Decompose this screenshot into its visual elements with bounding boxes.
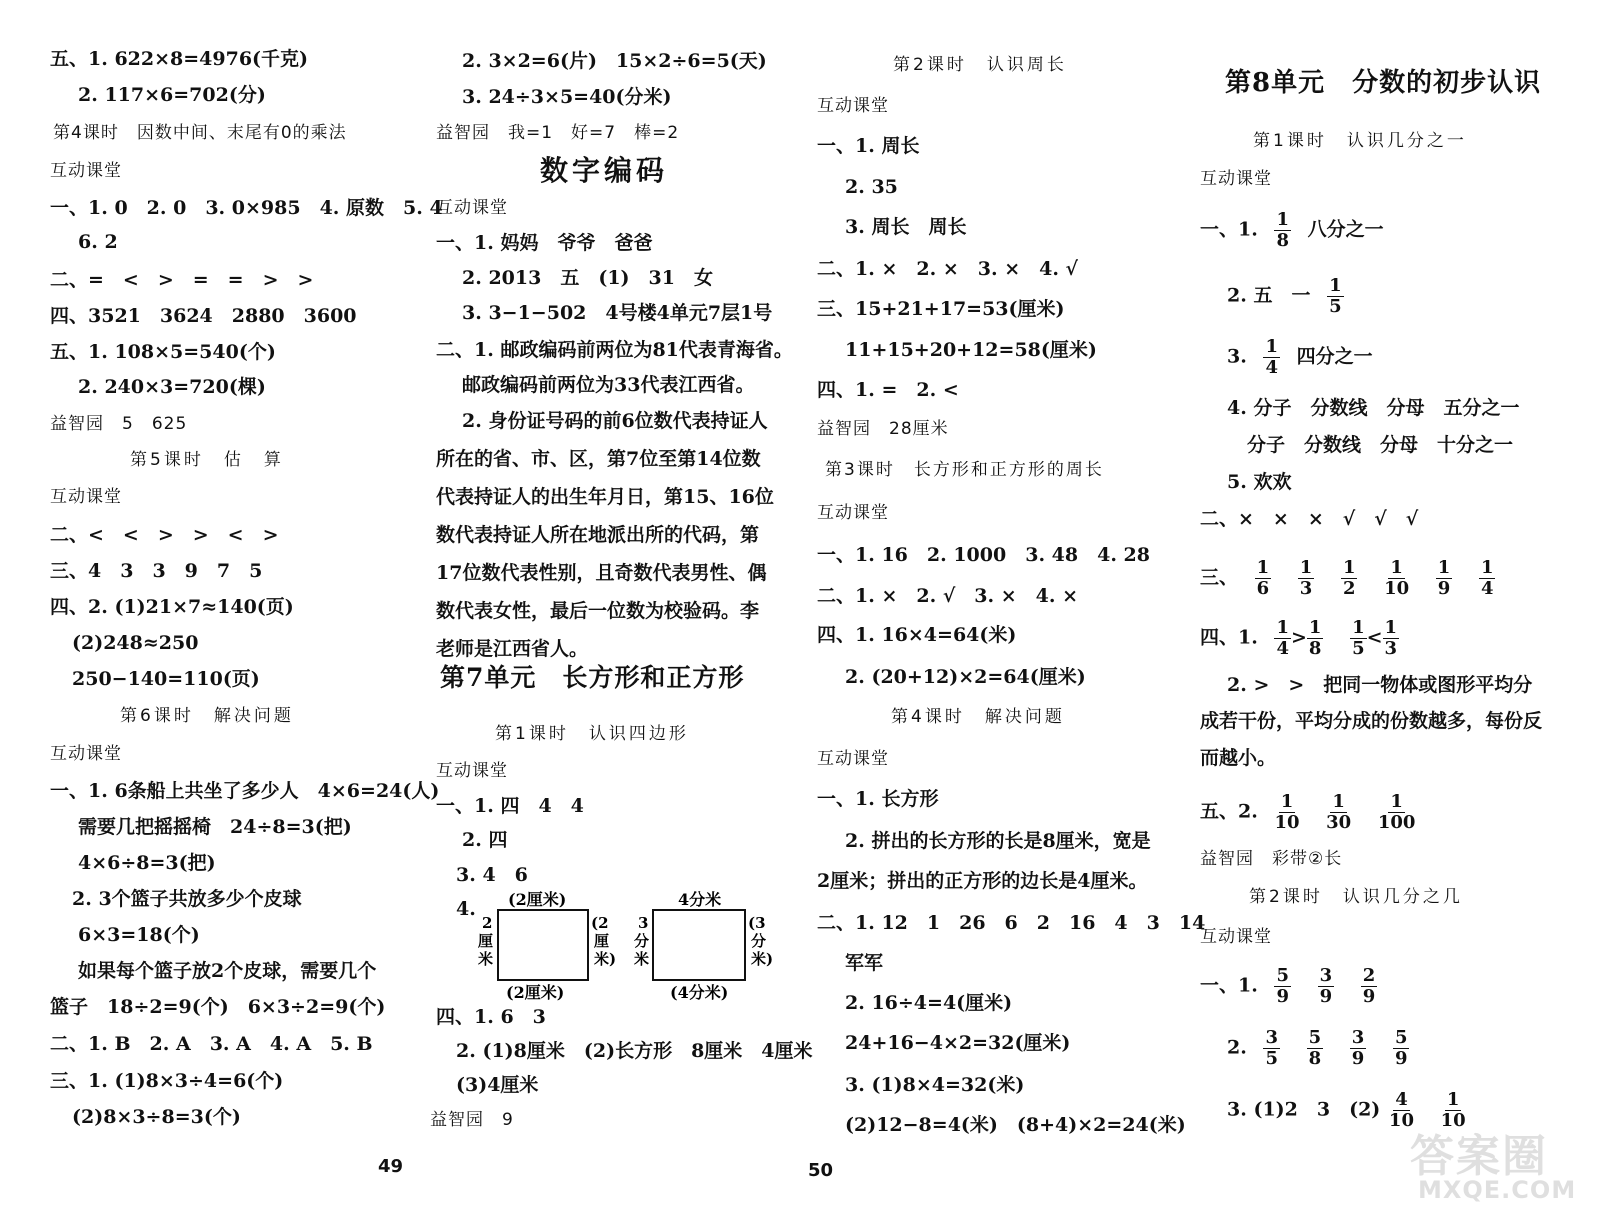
- answer-text: 八分之一: [1307, 218, 1384, 241]
- text-line: 3. 24÷3×5=40(分米): [462, 86, 672, 108]
- label: (2: [591, 914, 609, 932]
- column-2: [430, 0, 813, 1221]
- numerator: 1: [1446, 1089, 1460, 1110]
- text-line: 2. > > 把同一物体或图形平均分: [1227, 674, 1533, 696]
- denominator: 10: [1274, 812, 1300, 833]
- denominator: 3: [1299, 578, 1313, 599]
- text-line: 二、< < > > < >: [50, 524, 279, 546]
- fraction: [1383, 618, 1400, 659]
- lesson-heading: 第1课时 认识四边形: [495, 724, 689, 744]
- numerator: 5: [1276, 965, 1289, 986]
- denominator: 100: [1377, 812, 1416, 833]
- text-line: 成若干份，平均分成的份数越多，每份反: [1200, 710, 1543, 732]
- numerator: 1: [1384, 617, 1398, 638]
- watermark-logo: [1410, 1120, 1580, 1210]
- fraction: [1341, 558, 1358, 599]
- label: 4分米: [678, 890, 722, 909]
- numerator: 3: [1319, 965, 1333, 986]
- text-line: 一、1. 妈妈 爷爷 爸爸: [436, 232, 653, 254]
- numerator: 1: [1280, 791, 1294, 812]
- text-line: 2. (1)8厘米 (2)长方形 8厘米 4厘米: [456, 1040, 813, 1062]
- section-heading: 互动课堂: [817, 96, 889, 116]
- text-line: 3. (1)8×4=32(米): [845, 1074, 1025, 1096]
- row-label: 3.: [1227, 345, 1247, 368]
- square-shape: [498, 910, 588, 980]
- text-line: 一、1. 16 2. 1000 3. 48 4. 28: [817, 544, 1151, 566]
- text-line: 益智园 5 625: [50, 414, 188, 434]
- section-heading: 互动课堂: [817, 503, 889, 523]
- text-line: 益智园 28厘米: [817, 419, 949, 439]
- text-line: 三、4 3 3 9 7 5: [50, 560, 263, 582]
- denominator: 9: [1351, 1048, 1365, 1069]
- text-line: 四、2. (1)21×7≈140(页): [50, 596, 294, 618]
- numerator: 1: [1276, 209, 1289, 230]
- answer-row: [1227, 276, 1354, 317]
- numerator: 1: [1390, 557, 1403, 578]
- numerator: 2: [1362, 965, 1376, 986]
- column-4: [1200, 0, 1580, 1221]
- numerator: 1: [1390, 791, 1403, 812]
- shapes-figure: [470, 888, 780, 1004]
- text-line: 3. 3−1−502 4号楼4单元7层1号: [462, 302, 773, 324]
- text-line: 24+16−4×2=32(厘米): [845, 1032, 1071, 1054]
- numerator: 1: [1332, 791, 1345, 812]
- text-line: 二、1. B 2. A 3. A 4. A 5. B: [50, 1033, 373, 1055]
- text-line: 11+15+20+12=58(厘米): [845, 339, 1097, 361]
- text-line: (2)248≈250: [72, 632, 199, 654]
- denominator: 4: [1276, 638, 1289, 659]
- fraction: [1350, 618, 1367, 659]
- numerator: 1: [1329, 275, 1342, 296]
- denominator: 30: [1326, 812, 1352, 833]
- fraction: [1326, 792, 1351, 833]
- text-line: 2. 3×2=6(片) 15×2÷6=5(天): [462, 50, 767, 72]
- section-heading: 互动课堂: [50, 161, 122, 181]
- denominator: 10: [1440, 1110, 1466, 1131]
- fraction: [1479, 558, 1496, 599]
- text-line: 二、1. 邮政编码前两位为81代表青海省。: [436, 339, 793, 361]
- text-line: 四、3521 3624 2880 3600: [50, 305, 357, 327]
- label: (4分米): [670, 983, 729, 1002]
- numerator: 1: [1299, 557, 1313, 578]
- text-line: 3. 周长 周长: [845, 216, 967, 238]
- fraction: [1350, 1028, 1367, 1069]
- answer-text: 四分之一: [1296, 345, 1373, 368]
- fraction: [1298, 558, 1315, 599]
- text-line: 五、1. 108×5=540(个): [50, 341, 276, 363]
- denominator: 6: [1256, 578, 1270, 599]
- numerator: 1: [1276, 617, 1289, 638]
- label: 分: [634, 932, 650, 950]
- text-line: 2. 拼出的长方形的长是8厘米，宽是: [845, 830, 1151, 852]
- numerator: 1: [1352, 617, 1365, 638]
- answer-text: 2. 五 一: [1227, 284, 1311, 307]
- text-line: 需要几把摇摇椅 24÷8=3(把): [78, 816, 352, 838]
- section-heading: 互动课堂: [817, 749, 889, 769]
- text-line: 250−140=110(页): [72, 668, 260, 690]
- fraction: [1393, 1028, 1410, 1069]
- text-line: 篮子 18÷2=9(个) 6×3÷2=9(个): [50, 996, 386, 1018]
- text-line: 3. 4 6: [456, 864, 528, 886]
- lesson-heading: 第5课时 估 算: [130, 450, 284, 470]
- text-line: 2. (20+12)×2=64(厘米): [845, 666, 1086, 688]
- text-line: 2. 2013 五 (1) 31 女: [462, 267, 713, 289]
- section-heading: 互动课堂: [436, 198, 508, 218]
- denominator: 3: [1384, 638, 1398, 659]
- text-line: 军军: [845, 952, 884, 974]
- row-label: 一、1.: [1200, 974, 1258, 997]
- text-line: 2. 240×3=720(棵): [78, 376, 266, 398]
- text-line: 分子 分数线 分母 十分之一: [1247, 434, 1514, 456]
- label: (2厘米): [506, 983, 565, 1002]
- denominator: 4: [1480, 578, 1494, 599]
- text-line: 6. 2: [78, 231, 118, 253]
- denominator: 9: [1437, 578, 1451, 599]
- lesson-heading: 第2课时 认识几分之几: [1249, 887, 1463, 907]
- text-line: 4×6÷8=3(把): [78, 852, 216, 874]
- denominator: 10: [1384, 578, 1410, 599]
- text-line: 三、15+21+17=53(厘米): [817, 298, 1065, 320]
- text-line: (3)4厘米: [456, 1074, 539, 1096]
- text-line: 二、1. × 2. × 3. × 4. √: [817, 258, 1079, 280]
- text-line: 一、1. 6条船上共坐了多少人 4×6=24(人): [50, 780, 440, 802]
- text-line: 四、1. 16×4=64(米): [817, 624, 1017, 646]
- text-line: 4.: [456, 898, 476, 920]
- denominator: 8: [1308, 1048, 1322, 1069]
- text-line: (2)8×3÷8=3(个): [72, 1106, 241, 1128]
- text-line: 五、1. 622×8=4976(千克): [50, 48, 309, 70]
- text-line: 一、1. 0 2. 0 3. 0×985 4. 原数 5. 4: [50, 197, 443, 219]
- numerator: 1: [1256, 557, 1270, 578]
- numerator: 1: [1342, 557, 1356, 578]
- text-line: 2. 3个篮子共放多少个皮球: [72, 888, 302, 910]
- text-line: 益智园 9: [430, 1110, 514, 1130]
- paragraph: 2. 身份证号码的前6位数代表持证人所在的省、市、区，第7位至第14位数代表持证人的出生年月日，第15、16位数代表持证人所在地派出所的代码，第17位数代表性别，且奇数代表男性、偶数代表女性，最后一位数为校验码。李老师是江西省人。: [436, 410, 774, 660]
- denominator: 8: [1308, 638, 1322, 659]
- fraction: [1378, 792, 1416, 833]
- text-line: 一、1. 周长: [817, 135, 920, 157]
- text-line: 一、1. 四 4 4: [436, 795, 584, 817]
- denominator: 5: [1265, 1048, 1278, 1069]
- page-number-right: 50: [808, 1160, 834, 1181]
- fraction: [1307, 1028, 1324, 1069]
- text-line: 如果每个篮子放2个皮球，需要几个: [78, 960, 377, 982]
- fraction: [1307, 618, 1324, 659]
- text-line: 一、1. 长方形: [817, 788, 939, 810]
- answer-row: [1200, 792, 1425, 833]
- text-line: 四、1. 6 3: [436, 1006, 546, 1028]
- lesson-heading: 第1课时 认识几分之一: [1253, 131, 1467, 151]
- label: 米: [478, 950, 494, 968]
- fraction: [1274, 210, 1291, 251]
- text-line: 二、1. × 2. √ 3. × 4. ×: [817, 585, 1079, 607]
- answer-row: [1200, 966, 1387, 1007]
- denominator: 9: [1394, 1048, 1408, 1069]
- column-1: [50, 0, 443, 1221]
- fraction: [1274, 966, 1291, 1007]
- fraction: [1263, 337, 1280, 378]
- label: 米): [751, 950, 774, 968]
- lesson-heading: 第4课时 因数中间、末尾有0的乘法: [53, 123, 347, 143]
- lesson-heading: 第3课时 长方形和正方形的周长: [825, 460, 1104, 480]
- text-line: 2厘米；拼出的正方形的边长是4厘米。: [817, 870, 1148, 892]
- text-line: 二、= < > = = > >: [50, 269, 314, 291]
- fraction: [1274, 618, 1291, 659]
- section-heading: 互动课堂: [1200, 169, 1272, 189]
- label: 分: [751, 932, 767, 950]
- label: 米): [594, 950, 617, 968]
- text-line: 2. 16÷4=4(厘米): [845, 992, 1013, 1014]
- compare-sign: >: [1291, 626, 1307, 649]
- numerator: 1: [1480, 557, 1494, 578]
- text-line: 2. 117×6=702(分): [78, 84, 266, 106]
- denominator: 10: [1388, 1110, 1414, 1131]
- row-label: 四、1.: [1200, 626, 1258, 649]
- denominator: 5: [1329, 296, 1342, 317]
- row-label: 3. (1)2 3 (2): [1227, 1098, 1381, 1121]
- lesson-heading: 第2课时 认识周长: [893, 55, 1067, 75]
- numerator: 3: [1265, 1027, 1278, 1048]
- fraction: [1384, 558, 1409, 599]
- fraction: [1263, 1028, 1280, 1069]
- watermark-url: MXQE.COM: [1418, 1176, 1577, 1204]
- denominator: 9: [1362, 986, 1376, 1007]
- text-line: 益智园 彩带②长: [1200, 849, 1343, 869]
- compare-sign: <: [1366, 626, 1383, 649]
- lesson-heading: 第6课时 解决问题: [120, 706, 294, 726]
- row-label: 五、2.: [1200, 800, 1258, 823]
- row-label: 一、1.: [1200, 218, 1258, 241]
- section-title: 数字编码: [540, 154, 669, 187]
- fraction: [1274, 792, 1299, 833]
- numerator: 1: [1308, 617, 1322, 638]
- section-heading: 互动课堂: [50, 487, 122, 507]
- row-label: 2.: [1227, 1036, 1247, 1059]
- text-line: 二、1. 12 1 26 6 2 16 4 3 14: [817, 912, 1206, 934]
- text-line: (2)12−8=4(米) (8+4)×2=24(米): [845, 1114, 1186, 1136]
- text-line: 4. 分子 分数线 分母 五分之一: [1227, 397, 1520, 419]
- fraction: [1327, 276, 1344, 317]
- numerator: 4: [1395, 1089, 1408, 1110]
- answer-row: [1200, 558, 1505, 599]
- fraction: [1255, 558, 1272, 599]
- page-number-left: 49: [378, 1156, 404, 1177]
- numerator: 1: [1265, 336, 1278, 357]
- rectangle-shape: [653, 910, 745, 980]
- text-line: 而越小。: [1200, 747, 1277, 769]
- text-line: 四、1. = 2. <: [817, 379, 959, 401]
- section-heading: 互动课堂: [50, 744, 122, 764]
- text-line: 2. 四: [462, 829, 508, 851]
- denominator: 9: [1276, 986, 1289, 1007]
- label: 2: [482, 914, 493, 932]
- answer-row: [1200, 618, 1409, 659]
- answer-row: [1227, 337, 1373, 378]
- section-heading: 互动课堂: [436, 761, 508, 781]
- text-line: 2. 35: [845, 176, 898, 198]
- row-label: 三、: [1200, 566, 1239, 589]
- text-line: 二、× × × √ √ √: [1200, 508, 1419, 530]
- label: 3: [638, 914, 649, 932]
- unit-title: 第8单元 分数的初步认识: [1225, 68, 1542, 98]
- numerator: 5: [1308, 1027, 1322, 1048]
- fraction: [1436, 558, 1453, 599]
- numerator: 3: [1351, 1027, 1365, 1048]
- text-line: 5. 欢欢: [1227, 471, 1292, 493]
- unit-title: 第7单元 长方形和正方形: [440, 663, 745, 692]
- denominator: 5: [1352, 638, 1365, 659]
- label: 厘: [594, 932, 610, 950]
- denominator: 2: [1342, 578, 1356, 599]
- lesson-heading: 第4课时 解决问题: [891, 707, 1065, 727]
- answer-row: [1200, 210, 1384, 251]
- numerator: 1: [1437, 557, 1451, 578]
- numerator: 5: [1394, 1027, 1408, 1048]
- label: (3: [748, 914, 766, 932]
- denominator: 4: [1265, 357, 1278, 378]
- text-line: 三、1. (1)8×3÷4=6(个): [50, 1070, 284, 1092]
- label: 米: [634, 950, 650, 968]
- answer-row: [1227, 1028, 1419, 1069]
- fraction: [1361, 966, 1378, 1007]
- text-line: 6×3=18(个): [78, 924, 200, 946]
- label: (2厘米): [508, 890, 567, 909]
- watermark-text: 答案圈: [1410, 1131, 1548, 1182]
- fraction: [1318, 966, 1335, 1007]
- text-line: 益智园 我=1 好=7 棒=2: [436, 123, 680, 143]
- section-heading: 互动课堂: [1200, 927, 1272, 947]
- denominator: 9: [1319, 986, 1333, 1007]
- text-line: 邮政编码前两位为33代表江西省。: [462, 374, 755, 396]
- denominator: 8: [1276, 230, 1289, 251]
- label: 厘: [478, 932, 494, 950]
